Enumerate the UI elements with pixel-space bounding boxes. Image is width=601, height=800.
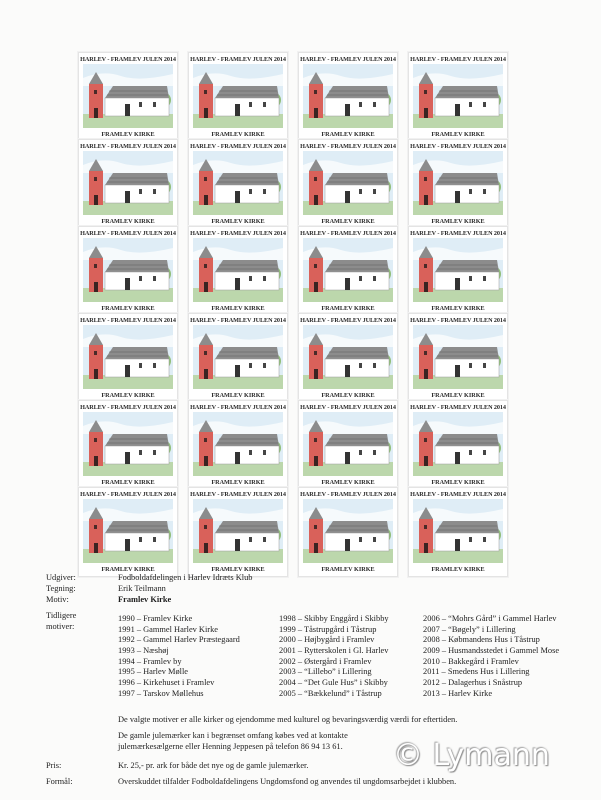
church-illustration — [413, 325, 503, 389]
church-illustration — [83, 499, 173, 563]
stamp-caption: FRAMLEV KIRKE — [431, 305, 485, 312]
church-illustration — [413, 499, 503, 563]
motif-item: 2012 – Dalagerhus i Snåstrup — [423, 678, 523, 688]
stamp-title: HARLEV - FRAMLEV JULEN 2014 — [300, 230, 396, 237]
stamp-title: HARLEV - FRAMLEV JULEN 2014 — [300, 491, 396, 498]
stamp-caption: FRAMLEV KIRKE — [321, 566, 375, 573]
church-illustration — [83, 151, 173, 215]
christmas-seal-stamp — [408, 139, 508, 229]
stamp-caption: FRAMLEV KIRKE — [211, 131, 265, 138]
previous-motifs-col3 — [423, 614, 559, 700]
christmas-seal-stamp — [408, 313, 508, 403]
stamp-title: HARLEV - FRAMLEV JULEN 2014 — [410, 491, 506, 498]
church-illustration — [83, 238, 173, 302]
publisher-label: Udgiver: — [46, 573, 76, 582]
notes-line3: julemærkesælgerne eller Henning Jeppesen på telefon 86 94 13 61. — [118, 742, 343, 751]
stamp-title: HARLEV - FRAMLEV JULEN 2014 — [300, 404, 396, 411]
stamp-caption: FRAMLEV KIRKE — [211, 392, 265, 399]
motif-value: Framlev Kirke — [118, 595, 172, 604]
church-illustration — [303, 499, 393, 563]
christmas-seal-stamp — [78, 226, 178, 316]
stamp-caption: FRAMLEV KIRKE — [321, 479, 375, 486]
motif-item: 1994 – Framlev by — [118, 656, 182, 666]
stamp-title: HARLEV - FRAMLEV JULEN 2014 — [410, 404, 506, 411]
christmas-seal-stamp — [188, 52, 288, 142]
motif-item: 2003 – “Lillebo” i Lillering — [279, 667, 372, 677]
purpose-label: Formål: — [46, 777, 73, 786]
stamp-title: HARLEV - FRAMLEV JULEN 2014 — [80, 230, 176, 237]
stamp-title: HARLEV - FRAMLEV JULEN 2014 — [300, 56, 396, 63]
stamp-caption: FRAMLEV KIRKE — [431, 218, 485, 225]
church-illustration — [413, 412, 503, 476]
stamp-title: HARLEV - FRAMLEV JULEN 2014 — [80, 404, 176, 411]
previous-motifs-col2 — [279, 614, 389, 700]
price-value: Kr. 25,- pr. ark for både det nye og de gamle julemærker. — [118, 761, 309, 770]
stamp-caption: FRAMLEV KIRKE — [431, 566, 485, 573]
stamp-title: HARLEV - FRAMLEV JULEN 2014 — [190, 491, 286, 498]
stamp-title: HARLEV - FRAMLEV JULEN 2014 — [190, 56, 286, 63]
previous-label-line2: motiver: — [46, 622, 75, 631]
christmas-seal-stamp — [78, 139, 178, 229]
stamp-title: HARLEV - FRAMLEV JULEN 2014 — [410, 143, 506, 150]
stamp-caption: FRAMLEV KIRKE — [101, 218, 155, 225]
church-illustration — [193, 412, 283, 476]
christmas-seal-stamp — [298, 313, 398, 403]
stamp-title: HARLEV - FRAMLEV JULEN 2014 — [190, 317, 286, 324]
motif-item: 2006 – “Mohrs Gård” i Gammel Harlev — [423, 614, 557, 623]
christmas-seal-stamp — [78, 52, 178, 142]
stamp-caption: FRAMLEV KIRKE — [431, 392, 485, 399]
purpose-value: Overskuddet tilfalder Fodboldafdelingens Ungdomsfond og anvendes til ungdomsarbejdet i klubben. — [118, 777, 457, 786]
price-label: Pris: — [46, 761, 62, 770]
church-illustration — [193, 151, 283, 215]
motif-item: 2011 – Smedens Hus i Lillering — [423, 667, 530, 677]
publisher-value: Fodboldafdelingen i Harlev Idræts Klub — [118, 573, 253, 582]
stamp-caption: FRAMLEV KIRKE — [101, 131, 155, 138]
watermark: © Lymann — [393, 738, 550, 773]
stamp-caption: FRAMLEV KIRKE — [321, 305, 375, 312]
motif-item: 2007 – “Bøgely” i Lillering — [423, 624, 516, 634]
church-illustration — [303, 412, 393, 476]
illustrator-label: Tegning: — [46, 584, 76, 593]
illustrator-value: Erik Teilmann — [118, 584, 166, 593]
stamp-title: HARLEV - FRAMLEV JULEN 2014 — [300, 143, 396, 150]
stamp-caption: FRAMLEV KIRKE — [321, 218, 375, 225]
christmas-seal-stamp — [408, 226, 508, 316]
christmas-seal-stamp — [298, 487, 398, 577]
stamp-caption: FRAMLEV KIRKE — [101, 479, 155, 486]
christmas-seal-stamp — [78, 400, 178, 490]
motif-item: 1993 – Næshøj — [118, 646, 169, 656]
stamp-caption: FRAMLEV KIRKE — [321, 392, 375, 399]
church-illustration — [83, 412, 173, 476]
church-illustration — [303, 238, 393, 302]
motif-label: Motiv: — [46, 595, 69, 604]
christmas-seal-stamp — [298, 139, 398, 229]
motif-item: 1995 – Harlev Mølle — [118, 667, 189, 677]
stamp-title: HARLEV - FRAMLEV JULEN 2014 — [410, 317, 506, 324]
stamp-caption: FRAMLEV KIRKE — [211, 218, 265, 225]
motif-item: 2001 – Rytterskolen i Gl. Harlev — [279, 646, 389, 656]
motif-item: 2010 – Bakkegård i Framlev — [423, 656, 519, 666]
church-illustration — [413, 238, 503, 302]
christmas-seal-stamp — [298, 52, 398, 142]
motif-item: 2000 – Højbygård i Framlev — [279, 635, 375, 645]
motif-item: 1992 – Gammel Harlev Præstegaard — [118, 635, 240, 645]
church-illustration — [83, 325, 173, 389]
motif-item: 1998 – Skibby Enggård i Skibby — [279, 614, 389, 623]
church-illustration — [193, 325, 283, 389]
christmas-seal-stamp — [188, 487, 288, 577]
stamp-title: HARLEV - FRAMLEV JULEN 2014 — [410, 56, 506, 63]
stamp-caption: FRAMLEV KIRKE — [211, 305, 265, 312]
motif-item: 2008 – Købmandens Hus i Tåstrup — [423, 635, 540, 645]
previous-label-line1: Tidligere — [46, 611, 77, 620]
stamp-title: HARLEV - FRAMLEV JULEN 2014 — [190, 143, 286, 150]
motif-item: 1990 – Framlev Kirke — [118, 614, 193, 623]
christmas-seal-stamp — [188, 313, 288, 403]
stamp-caption: FRAMLEV KIRKE — [431, 131, 485, 138]
motif-item: 2009 – Husmandsstedet i Gammel Mose — [423, 646, 560, 656]
stamp-title: HARLEV - FRAMLEV JULEN 2014 — [300, 317, 396, 324]
stamp-title: HARLEV - FRAMLEV JULEN 2014 — [80, 56, 176, 63]
church-illustration — [413, 151, 503, 215]
stamp-caption: FRAMLEV KIRKE — [101, 566, 155, 573]
stamp-title: HARLEV - FRAMLEV JULEN 2014 — [80, 491, 176, 498]
motif-item: 2004 – “Det Gule Hus” i Skibby — [279, 678, 388, 688]
church-illustration — [413, 64, 503, 128]
previous-motifs-col1 — [118, 614, 240, 700]
motif-item: 2013 – Harlev Kirke — [423, 688, 493, 698]
church-illustration — [303, 325, 393, 389]
stamp-title: HARLEV - FRAMLEV JULEN 2014 — [190, 230, 286, 237]
christmas-seal-stamp — [78, 313, 178, 403]
stamp-caption: FRAMLEV KIRKE — [211, 479, 265, 486]
stamp-caption: FRAMLEV KIRKE — [211, 566, 265, 573]
church-illustration — [83, 64, 173, 128]
notes-line1: De valgte motiver er alle kirker og ejendomme med kulturel og bevaringsværdig værdi for eftertiden. — [118, 715, 458, 724]
christmas-seal-stamp — [188, 139, 288, 229]
motif-item: 1997 – Tarskov Møllehus — [118, 688, 204, 698]
church-illustration — [193, 64, 283, 128]
church-illustration — [193, 499, 283, 563]
church-illustration — [303, 64, 393, 128]
stamp-title: HARLEV - FRAMLEV JULEN 2014 — [80, 317, 176, 324]
christmas-seal-stamp — [78, 487, 178, 577]
motif-item: 1999 – Tåstrupgård i Tåstrup — [279, 624, 377, 634]
christmas-seal-stamp — [408, 400, 508, 490]
christmas-seal-stamp — [408, 52, 508, 142]
stamp-title: HARLEV - FRAMLEV JULEN 2014 — [190, 404, 286, 411]
motif-item: 1996 – Kirkehuset i Framlev — [118, 678, 215, 688]
notes-line2: De gamle julemærker kan i begrænset omfang købes ved at kontakte — [118, 731, 348, 740]
christmas-seal-stamp — [188, 226, 288, 316]
stamp-caption: FRAMLEV KIRKE — [431, 479, 485, 486]
motif-item: 1991 – Gammel Harlev Kirke — [118, 624, 219, 634]
motif-item: 2005 – “Bækkelund” i Tåstrup — [279, 688, 382, 698]
christmas-seal-stamp — [188, 400, 288, 490]
motif-item: 2002 – Østergård i Framlev — [279, 656, 372, 666]
stamp-title: HARLEV - FRAMLEV JULEN 2014 — [80, 143, 176, 150]
christmas-seal-stamp — [298, 226, 398, 316]
stamp-title: HARLEV - FRAMLEV JULEN 2014 — [410, 230, 506, 237]
stamp-caption: FRAMLEV KIRKE — [321, 131, 375, 138]
stamp-caption: FRAMLEV KIRKE — [101, 305, 155, 312]
christmas-seal-stamp — [298, 400, 398, 490]
stamp-caption: FRAMLEV KIRKE — [101, 392, 155, 399]
church-illustration — [303, 151, 393, 215]
christmas-seal-stamp — [408, 487, 508, 577]
church-illustration — [193, 238, 283, 302]
